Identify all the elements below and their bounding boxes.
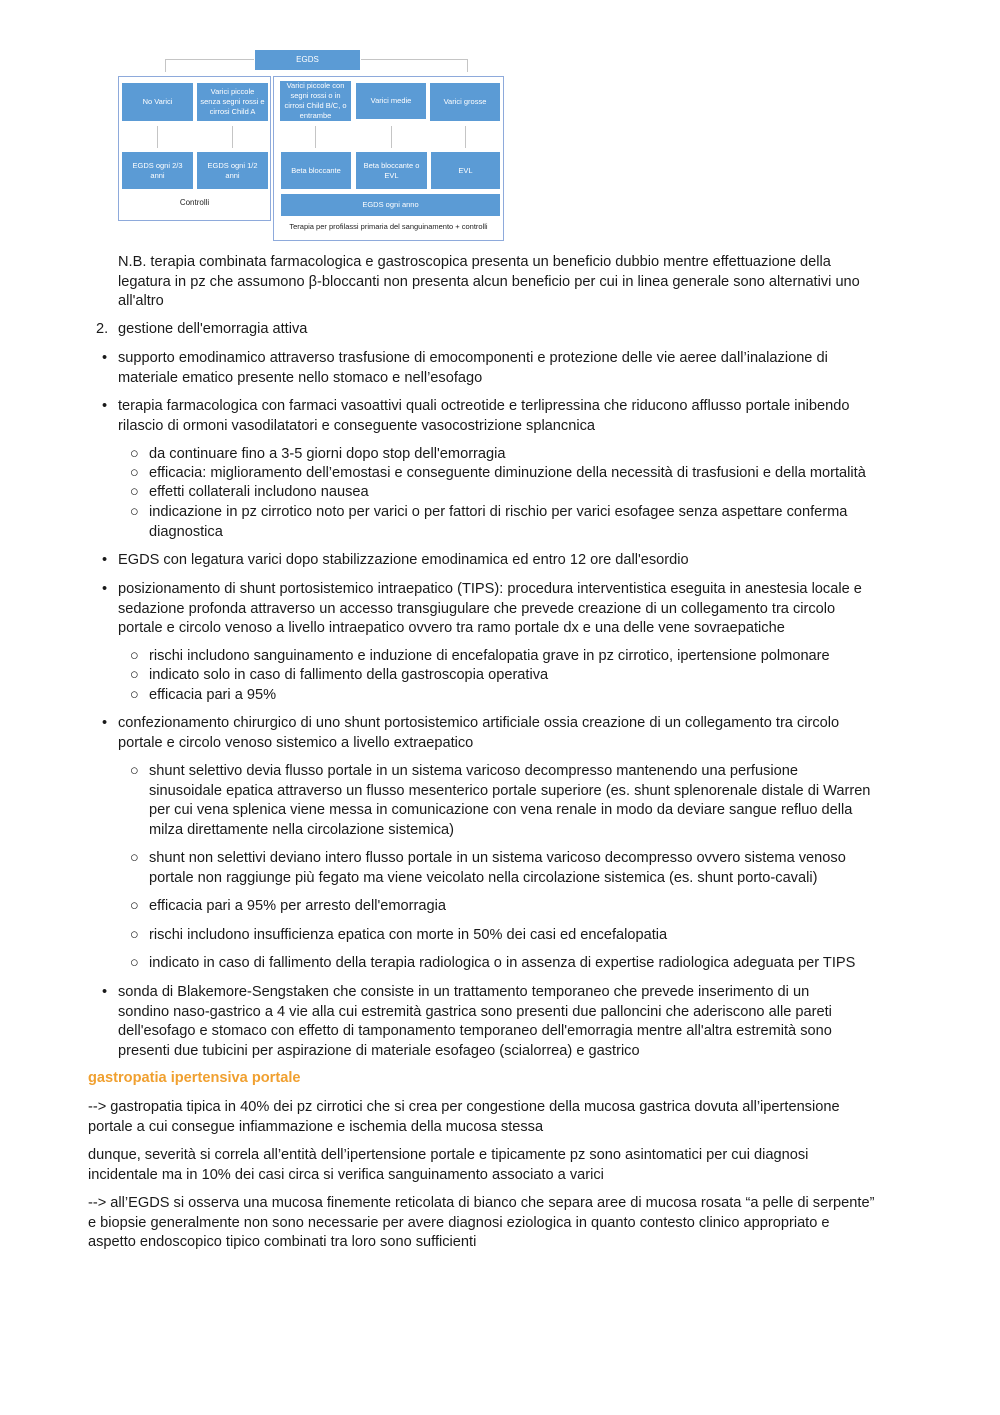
paragraph: dunque, severità si correla all’entità dell’ipertensione portale e tipicamente pz sono asintomatici per cui diagnosi incidentale ma in 10% dei casi circa si verifica sanguinamento associato a varici xyxy=(88,1147,809,1183)
list-number: 2. xyxy=(96,321,109,337)
sub-bullet-marker: ○ xyxy=(130,687,139,703)
bullet-tips: posizionamento di shunt portosistemico intraepatico (TIPS): procedura interventistica eseguita in anestesia locale e sedazione profonda attraverso un accesso transgiugulare che prevede creazione di un collegamento tra circolo portale e circolo venoso a livello intraepatico ovvero tra ramo portale dx e una delle vene sovraepatiche xyxy=(118,581,862,636)
sub-item: indicato solo in caso di fallimento della gastroscopia operativa xyxy=(149,667,549,683)
egds-root-box: EGDS xyxy=(254,49,361,71)
list-item-2: gestione dell'emorragia attiva xyxy=(118,321,308,337)
connector xyxy=(165,59,166,72)
left-group-label: Controlli xyxy=(179,198,210,207)
connector xyxy=(467,59,468,72)
sub-bullet-marker: ○ xyxy=(130,446,139,462)
connector xyxy=(391,126,392,148)
sub-item: efficacia pari a 95% per arresto dell'emorragia xyxy=(149,898,446,914)
sub-bullet-marker: ○ xyxy=(130,465,139,481)
sub-item: rischi includono insufficienza epatica con morte in 50% dei casi ed encefalopatia xyxy=(149,927,668,943)
sub-item: indicazione in pz cirrotico noto per varici o per fattori di rischio per varici esofagee senza aspettare conferma diagnostica xyxy=(149,504,848,540)
bullet-terapia-farmacologica: terapia farmacologica con farmaci vasoattivi quali octreotide e terlipressina che riducono afflusso portale inibendo rilascio di ormoni vasodilatatori e conseguente vasocostrizione splancnica xyxy=(118,398,850,434)
sub-item: rischi includono sanguinamento e induzione di encefalopatia grave in pz cirrotico, ipertensione polmonare xyxy=(149,648,830,664)
sub-item: shunt non selettivi deviano intero flusso portale in un sistema varicoso decompresso ovvero sistema venoso portale non raggiunge più fegato ma viene veicolato nella circolazione sistemica (es. shunt porto-cavali) xyxy=(149,850,846,886)
sub-bullet-marker: ○ xyxy=(130,927,139,943)
sub-bullet-marker: ○ xyxy=(130,504,139,520)
condition-box-no-varici: No Varici xyxy=(121,82,194,122)
bullet-sonda-blakemore: sonda di Blakemore-Sengstaken che consiste in un trattamento temporaneo che prevede inserimento di un sondino naso-gastrico a 4 vie alla cui estremità gastrica sono presenti due palloncini che aderiscono alle pareti dell'esofago e stomaco con effetto di tamponamento temporaneo dell'emorragia mentre all'altra estremità sono presenti due tubicini per aspirazione di materiale esofageo (scialorrea) e gastrico xyxy=(118,984,832,1059)
egds-ogni-anno-box: EGDS ogni anno xyxy=(280,193,501,217)
bullet-marker: • xyxy=(102,715,108,731)
sub-item: da continuare fino a 3-5 giorni dopo stop dell'emorragia xyxy=(149,446,506,462)
action-box-beta-bloccante: Beta bloccante xyxy=(280,151,352,190)
connector xyxy=(232,126,233,148)
sub-item: indicato in caso di fallimento della terapia radiologica o in assenza di expertise radiologica adeguata per TIPS xyxy=(149,955,856,971)
connector xyxy=(465,126,466,148)
condition-box-varici-segni-rossi: Varici piccole con segni rossi o in cirrosi Child B/C, o entrambe xyxy=(279,80,352,122)
bullet-marker: • xyxy=(102,552,108,568)
sub-item: effetti collaterali includono nausea xyxy=(149,484,369,500)
bullet-marker: • xyxy=(102,581,108,597)
bullet-supporto-emodinamico: supporto emodinamico attraverso trasfusione di emocomponenti e protezione delle vie aeree dall’inalazione di materiale ematico presente nello stomaco e nell’esofago xyxy=(118,350,828,386)
bullet-egds-legatura: EGDS con legatura varici dopo stabilizzazione emodinamica ed entro 12 ore dall'esordio xyxy=(118,552,689,568)
right-group-label: Terapia per profilassi primaria del sanguinamento + controlli xyxy=(289,222,488,231)
sub-bullet-marker: ○ xyxy=(130,484,139,500)
sub-bullet-marker: ○ xyxy=(130,648,139,664)
egds-flowchart xyxy=(0,0,1000,250)
sub-item: shunt selettivo devia flusso portale in un sistema varicoso decompresso mantenendo una perfusione sinusoidale epatica attraverso un flusso mesenterico portale superiore (es. shunt splenorenale distale di Warren per cui vena splenica viene messa in comunicazione con vena renale in modo da deviare sangue refluo della milza direttamente nella circolazione sistemica) xyxy=(149,763,871,838)
nb-paragraph: N.B. terapia combinata farmacologica e gastroscopica presenta un beneficio dubbio mentre effettuazione della legatura in pz che assumono β-bloccanti non presenta alcun beneficio per cui in linea generale sono alternativi uno all'altro xyxy=(118,254,860,309)
bullet-shunt-chirurgico: confezionamento chirurgico di uno shunt portosistemico artificiale ossia creazione di un collegamento tra circolo portale e circolo venoso sistemico a livello extraepatico xyxy=(118,715,840,751)
paragraph: --> all’EGDS si osserva una mucosa finemente reticolata di bianco che separa aree di mucosa rosata “a pelle di serpente” e biopsie generalmente non sono necessarie per avere diagnosi eziologica in quanto contesto clinico appropriato e aspetto endoscopico tipico combinati tra loro sono sufficienti xyxy=(88,1195,875,1250)
connector xyxy=(165,59,255,60)
sub-bullet-marker: ○ xyxy=(130,850,139,866)
action-box-evl: EVL xyxy=(430,151,501,190)
paragraph: --> gastropatia tipica in 40% dei pz cirrotici che si crea per congestione della mucosa gastrica dovuta all’ipertensione portale a cui consegue infiammazione e ischemia della mucosa stessa xyxy=(88,1099,840,1135)
action-box-beta-bloccante-evl: Beta bloccante o EVL xyxy=(355,151,428,190)
sub-item: efficacia pari a 95% xyxy=(149,687,277,703)
sub-bullet-marker: ○ xyxy=(130,898,139,914)
bullet-marker: • xyxy=(102,398,108,414)
condition-box-varici-grosse: Varici grosse xyxy=(429,82,501,122)
sub-bullet-marker: ○ xyxy=(130,667,139,683)
action-box-egds-1-2: EGDS ogni 1/2 anni xyxy=(196,151,269,190)
section-heading: gastropatia ipertensiva portale xyxy=(88,1070,301,1086)
sub-bullet-marker: ○ xyxy=(130,955,139,971)
condition-box-varici-piccole: Varici piccole senza segni rossi e cirrosi Child A xyxy=(196,82,269,122)
condition-box-varici-medie: Varici medie xyxy=(355,82,427,120)
sub-bullet-marker: ○ xyxy=(130,763,139,779)
bullet-marker: • xyxy=(102,984,108,1000)
sub-item: efficacia: miglioramento dell’emostasi e conseguente diminuzione della necessità di trasfusioni e della mortalità xyxy=(149,465,866,481)
action-box-egds-2-3: EGDS ogni 2/3 anni xyxy=(121,151,194,190)
bullet-marker: • xyxy=(102,350,108,366)
connector xyxy=(361,59,467,60)
connector xyxy=(315,126,316,148)
connector xyxy=(157,126,158,148)
